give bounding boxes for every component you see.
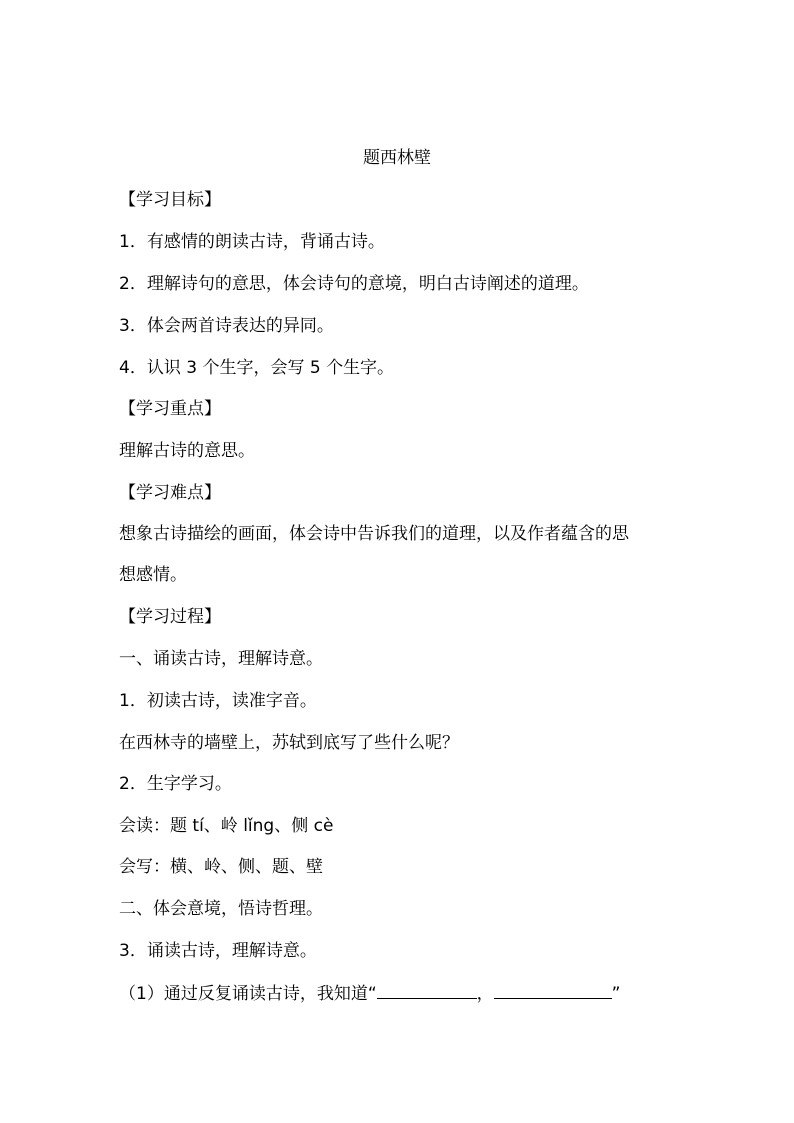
process-step-1-heading: 一、诵读古诗，理解诗意。: [119, 649, 323, 669]
writing-characters: 会写：横、岭、侧、题、壁: [119, 857, 323, 877]
reading-characters: 会读：题 tí、岭 lǐng、侧 cè: [119, 816, 334, 836]
page-title: 题西林壁: [363, 148, 431, 168]
section-heading-process: 【学习过程】: [119, 607, 221, 627]
answer-blank-1[interactable]: [377, 981, 477, 999]
fill-in-comma: ，: [476, 984, 494, 1004]
process-item-1: 1．初读古诗，读准字音。: [119, 691, 317, 711]
goal-item-3: 3．体会两首诗表达的异同。: [119, 316, 334, 336]
difficulty-text-line-2: 想感情。: [119, 565, 187, 585]
difficulty-text-line-1: 想象古诗描绘的画面，体会诗中告诉我们的道理，以及作者蕴含的思: [119, 524, 629, 544]
key-point-text: 理解古诗的意思。: [119, 441, 255, 461]
goal-item-1: 1．有感情的朗读古诗，背诵古诗。: [119, 232, 385, 252]
process-question: 在西林寺的墙壁上，苏轼到底写了些什么呢？: [119, 733, 459, 753]
goal-item-2: 2．理解诗句的意思，体会诗句的意境，明白古诗阐述的道理。: [119, 274, 589, 294]
answer-blank-2[interactable]: [494, 981, 612, 999]
section-heading-learning-goals: 【学习目标】: [119, 190, 221, 210]
process-step-2-heading: 二、体会意境，悟诗哲理。: [119, 899, 323, 919]
process-item-2: 2．生字学习。: [119, 774, 232, 794]
goal-item-4: 4．认识 3 个生字，会写 5 个生字。: [119, 358, 395, 378]
fill-in-question: [119, 981, 620, 1006]
section-heading-difficulties: 【学习难点】: [119, 483, 221, 503]
section-heading-key-points: 【学习重点】: [119, 399, 221, 419]
process-item-3: 3．诵读古诗，理解诗意。: [119, 941, 317, 961]
fill-in-prefix: （1）通过反复诵读古诗，我知道“: [119, 984, 377, 1004]
fill-in-suffix: ”: [611, 984, 621, 1004]
